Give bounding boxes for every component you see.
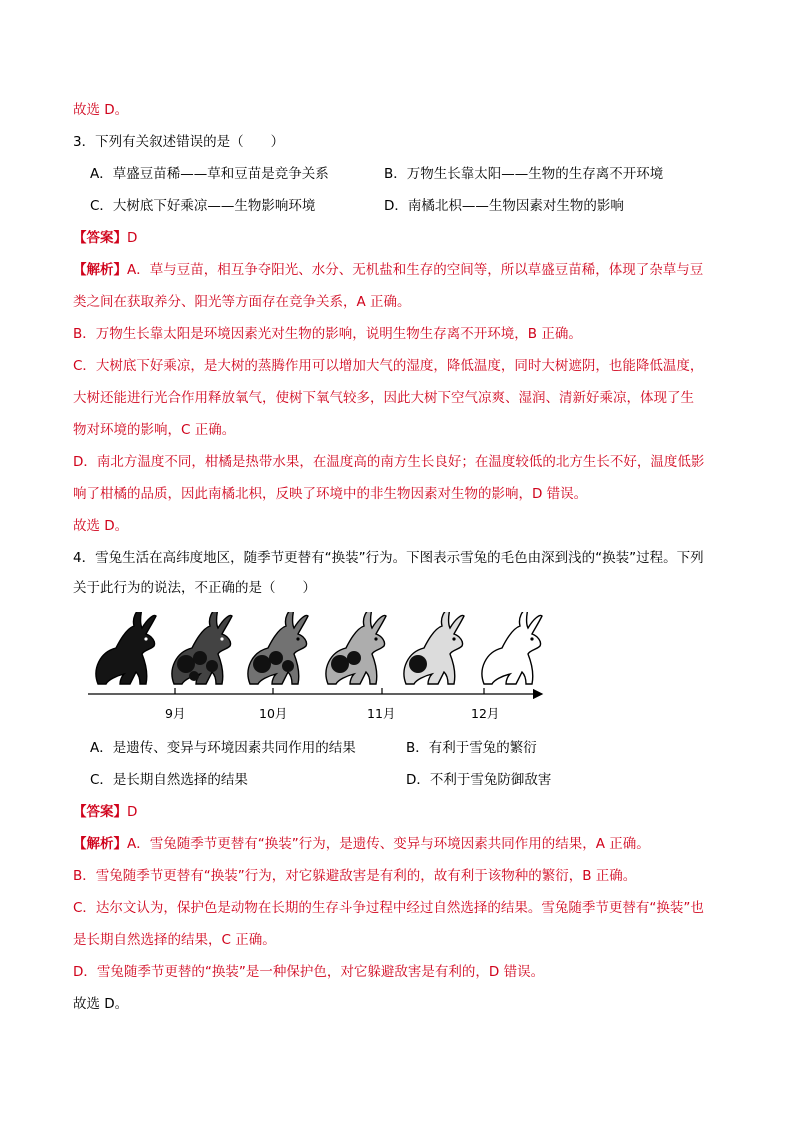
hare-eye: [530, 637, 533, 640]
q3-analysis-line-4: C．大树底下好乘凉，是大树的蒸腾作用可以增加大气的湿度，降低温度，同时大树遮阴，也能降低温度，: [73, 358, 704, 374]
q3-analysis-line-2: 类之间在获取养分、阳光等方面存在竞争关系，A 正确。: [73, 294, 411, 310]
hare-dark-patch: [193, 651, 207, 665]
q3-analysis-line-5: 大树还能进行光合作用释放氧气，使树下氧气较多，因此大树下空气凉爽、湿润、清新好乘凉，体现了生: [73, 390, 694, 406]
hare-body: [248, 612, 308, 684]
q4-answer: [73, 802, 137, 822]
hare-eye: [296, 637, 299, 640]
q4-analysis-line-1: 【解析】A．雪兔随季节更替有“换装”行为，是遗传、变异与环境因素共同作用的结果，A 正确。: [73, 836, 650, 852]
q4-option-a: A．是遗传、变异与环境因素共同作用的结果: [90, 740, 356, 756]
hare-dark-patch: [177, 655, 195, 673]
q2-conclusion: 故选 D。: [73, 102, 129, 118]
q4-analysis-label: 【解析】: [73, 836, 127, 852]
hare-body: [172, 612, 232, 684]
hare-eye: [452, 637, 455, 640]
q4-option-c: C．是长期自然选择的结果: [90, 772, 248, 788]
q3-analysis-label: 【解析】: [73, 262, 127, 278]
hare-3: [248, 612, 308, 684]
hare-dark-patch: [189, 671, 199, 681]
hare-4: [326, 612, 386, 684]
q3-stem: 3．下列有关叙述错误的是（ ）: [73, 134, 285, 150]
hare-dark-patch: [409, 655, 427, 673]
q4-stem-line-2: 关于此行为的说法，不正确的是（ ）: [73, 580, 316, 596]
q3-analysis-line-7: D．南北方温度不同，柑橘是热带水果，在温度高的南方生长良好；在温度较低的北方生长不好，温度低影: [73, 454, 705, 470]
hare-body: [404, 612, 464, 684]
q4-answer-value: D: [127, 804, 138, 820]
q3-option-b: B．万物生长靠太阳——生物的生存离不开环境: [384, 166, 664, 182]
q4-conclusion: 故选 D。: [73, 996, 129, 1012]
hare-eye: [374, 637, 377, 640]
q3-answer-label: 【答案】: [73, 230, 127, 246]
hare-dark-patch: [269, 651, 283, 665]
q3-option-a: A．草盛豆苗稀——草和豆苗是竞争关系: [90, 166, 329, 182]
hare-eye: [144, 637, 147, 640]
q4-analysis-line-3: C．达尔文认为，保护色是动物在长期的生存斗争过程中经过自然选择的结果。雪兔随季节更替有“换装”也: [73, 900, 704, 916]
q4-option-d: D．不利于雪兔防御敌害: [406, 772, 552, 788]
month-label-oct: 10月: [259, 706, 288, 721]
q3-analysis-line-8: 响了柑橘的品质，因此南橘北枳，反映了环境中的非生物因素对生物的影响，D 错误。: [73, 486, 588, 502]
hare-eye: [220, 637, 223, 640]
hare-2: [172, 612, 232, 684]
hare-dark-patch: [206, 660, 218, 672]
hare-5: [404, 612, 464, 684]
q4-option-b: B．有利于雪兔的繁衍: [406, 740, 537, 756]
q3-answer-value: D: [127, 230, 138, 246]
month-label-sep: 9月: [165, 706, 186, 721]
q3-answer: [73, 228, 137, 248]
q3-analysis-line-6: 物对环境的影响，C 正确。: [73, 422, 236, 438]
q3-analysis-line-1: 【解析】A．草与豆苗，相互争夺阳光、水分、无机盐和生存的空间等，所以草盛豆苗稀，体现了杂草与豆: [73, 262, 704, 278]
q3-analysis-line-3: B．万物生长靠太阳是环境因素光对生物的影响，说明生物生存离不开环境，B 正确。: [73, 326, 582, 342]
q4-analysis-line-5: D．雪兔随季节更替的“换装”是一种保护色，对它躲避敌害是有利的，D 错误。: [73, 964, 545, 980]
hare-body: [482, 612, 542, 684]
month-label-nov: 11月: [367, 706, 396, 721]
q3-option-c: C．大树底下好乘凉——生物影响环境: [90, 198, 316, 214]
hare-dark-patch: [347, 651, 361, 665]
hare-body: [96, 612, 156, 684]
q4-analysis-line-2: B．雪兔随季节更替有“换装”行为，对它躲避敌害是有利的，故有利于该物种的繁衍，B 正确。: [73, 868, 637, 884]
q4-analysis-line-4: 是长期自然选择的结果，C 正确。: [73, 932, 276, 948]
q3-conclusion: 故选 D。: [73, 518, 129, 534]
hare-1: [96, 612, 156, 684]
hare-dark-patch: [331, 655, 349, 673]
hare-body: [326, 612, 386, 684]
hare-6: [482, 612, 542, 684]
hare-dark-patch: [282, 660, 294, 672]
hare-dark-patch: [253, 655, 271, 673]
q4-answer-label: 【答案】: [73, 804, 127, 820]
month-label-dec: 12月: [471, 706, 500, 721]
q4-stem-line-1: 4．雪兔生活在高纬度地区，随季节更替有“换装”行为。下图表示雪兔的毛色由深到浅的“换装”过程。下列: [73, 550, 704, 566]
q3-option-d: D．南橘北枳——生物因素对生物的影响: [384, 198, 624, 214]
